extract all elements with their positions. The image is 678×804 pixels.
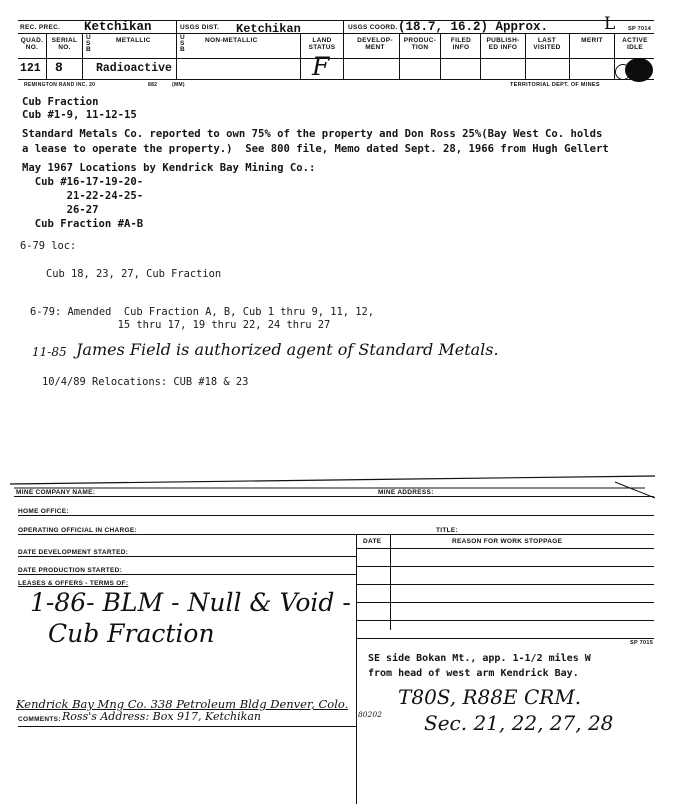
development-label: DEVELOP-MENT [357,37,393,51]
corner-mark: L [604,14,616,34]
printer-line: REMINGTON RAND INC. 20 [24,82,96,88]
active-idle-label: ACTIVE IDLE [622,37,648,51]
rule [356,584,654,585]
zip-code: 80202 [358,710,382,719]
location-line: from head of west arm Kendrick Bay. [368,668,579,679]
home-office-label: HOME OFFICE: [18,508,69,515]
rule [18,515,654,516]
rule [18,556,356,557]
published-info-label: PUBLISH-ED INFO [486,37,520,51]
township-note: T80S, R88E CRM. [398,685,582,709]
title-label: TITLE: [436,527,459,534]
relocations-line: 10/4/89 Relocations: CUB #18 & 23 [42,376,249,388]
rule [343,20,344,79]
handwritten-note: James Field is authorized agent of Standard Metals. [76,340,499,359]
rule [356,638,654,639]
loc-detail: Cub 18, 23, 27, Cub Fraction [46,268,222,280]
amended-line: 6-79: Amended Cub Fraction A, B, Cub 1 thru 9, 11, 12, [30,306,375,318]
rule [176,20,177,79]
rule [300,33,301,79]
operating-official-label: OPERATING OFFICIAL IN CHARGE: [18,527,137,534]
printer-code-2: (MM) [172,82,185,88]
date-col-label: DATE [363,538,382,545]
printer-code: 882 [148,82,158,88]
usgs-coord-value: (18.7, 16.2) Approx. [398,20,549,34]
letter-s: S [86,40,91,47]
usgs-dist-value: Ketchikan [236,22,301,36]
kendrick-address: Kendrick Bay Mng Co. 338 Petroleum Bldg Denver, Colo. [16,697,349,711]
form-number-2: SP 7015 [630,640,654,646]
note-line: Cub Fraction [22,96,99,108]
section-note: Sec. 21, 22, 27, 28 [424,711,614,735]
rule [356,534,357,804]
rule [525,33,526,79]
rule [46,33,47,79]
rec-prec-value: Ketchikan [84,20,152,34]
rule [399,33,400,79]
rule [18,574,356,575]
serial-value: 8 [55,60,63,75]
metallic-label: METALLIC [116,37,151,44]
rule [356,566,654,567]
land-status-value: F [312,52,330,81]
non-metallic-letters [180,35,185,53]
note-line: Cub Fraction #A-B [22,218,144,230]
date-prod-started-label: DATE PRODUCTION STARTED: [18,567,123,574]
note-line: a lease to operate the property.) See 800 file, Memo dated Sept. 28, 1966 from Hugh Gellert [22,143,609,155]
rule [82,33,83,79]
leases-label: LEASES & OFFERS - TERMS OF: [18,580,129,587]
note-line: Standard Metals Co. reported to own 75% of the property and Don Ross 25%(Bay West Co. holds [22,128,603,140]
merit-label: MERIT [581,37,603,44]
letter-b: B [180,46,185,53]
mine-address-label: MINE ADDRESS: [378,489,434,496]
rec-prec-label: REC. PREC. [20,24,61,31]
footer-edge-lines [0,460,678,500]
note-line: Cub #1-9, 11-12-15 [22,109,137,121]
letter-u: U [180,34,185,41]
handwritten-date: 11-85 [32,345,67,359]
rule [356,602,654,603]
rule [356,548,654,549]
loc-line: 6-79 loc: [20,240,77,252]
rule [569,33,570,79]
comments-value: Ross's Address: Box 917, Ketchikan [62,710,261,723]
comments-label: COMMENTS: [18,716,61,723]
location-line: SE side Bokan Mt., app. 1-1/2 miles W [368,653,591,664]
metallic-letters [86,35,91,53]
idle-circle-icon [615,64,631,80]
blm-note-2: Cub Fraction [48,619,215,648]
rule [18,726,356,727]
date-dev-started-label: DATE DEVELOPMENT STARTED: [18,549,129,556]
rule [356,620,654,621]
note-line: May 1967 Locations by Kendrick Bay Mining Co.: [22,162,316,174]
territorial-dept: TERRITORIAL DEPT. OF MINES [510,82,600,88]
form-number: SP 7014 [628,26,652,32]
serial-no-label: SERIAL NO. [51,37,78,51]
blm-note: 1-86- BLM - Null & Void - [30,588,351,617]
reason-col-label: REASON FOR WORK STOPPAGE [452,538,563,545]
non-metallic-label: NON-METALLIC [205,37,258,44]
filed-info-label: FILED INFO [450,37,472,51]
usgs-dist-label: USGS DIST. [180,24,220,31]
quad-no-label: QUAD. NO. [20,37,44,51]
rule [440,33,441,79]
note-line: Cub #16-17-19-20- [22,176,144,188]
mine-company-name-label: MINE COMPANY NAME: [16,489,96,496]
rule [18,58,654,59]
last-visited-label: LAST VISITED [533,37,561,51]
rule [14,496,654,497]
rule [18,79,654,80]
amended-line: 15 thru 17, 19 thru 22, 24 thru 27 [30,319,331,331]
rule [18,534,654,535]
letter-s: S [180,40,185,47]
note-line: 21-22-24-25- [22,190,144,202]
letter-u: U [86,34,91,41]
usgs-coord-label: USGS COORD. [348,24,398,31]
letter-b: B [86,46,91,53]
note-line: 26-27 [22,204,99,216]
land-status-label: LAND STATUS [308,37,336,51]
metallic-value: Radioactive [96,62,172,75]
production-label: PRODUC-TION [403,37,437,51]
quad-value: 121 [20,62,41,75]
rule [480,33,481,79]
